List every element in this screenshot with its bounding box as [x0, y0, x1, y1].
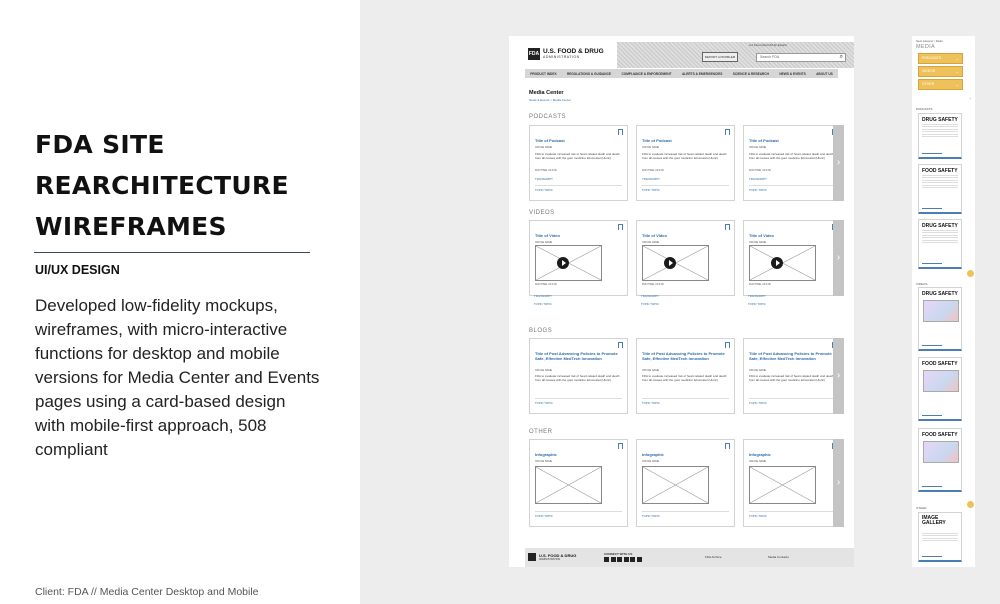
load-more-icon[interactable]: [967, 501, 974, 508]
bookmark-icon[interactable]: [618, 342, 623, 348]
podcasts-filter-button[interactable]: [918, 53, 963, 64]
nav-item[interactable]: REGULATIONS & GUIDANCE: [567, 71, 612, 76]
card-title[interactable]: Title of Podcast: [749, 138, 779, 143]
image-placeholder[interactable]: [535, 466, 602, 504]
chevron-down-icon: ⌄: [955, 82, 959, 87]
card-topics[interactable]: TOPIC TOPIC: [749, 401, 767, 405]
card-topics[interactable]: TOPIC TOPIC: [748, 302, 766, 306]
card-link[interactable]: [922, 345, 942, 346]
fda-footer-logo-icon[interactable]: [528, 553, 536, 561]
blog-card[interactable]: [636, 338, 735, 414]
card-title: FOOD SAFETY: [922, 432, 958, 438]
chevron-down-icon: ⌄: [955, 69, 959, 74]
bookmark-icon[interactable]: [725, 342, 730, 348]
card-text-lines: [922, 533, 958, 543]
card-office: OFFICE NAME: [749, 460, 767, 463]
card-title[interactable]: Infographic: [642, 452, 664, 457]
card-text-lines: [922, 124, 958, 138]
mobile-video-card[interactable]: [918, 428, 962, 492]
nav-item[interactable]: SCIENCE & RESEARCH: [732, 71, 769, 76]
transcript-link[interactable]: TRANSCRIPT: [534, 294, 552, 298]
blog-card[interactable]: [743, 338, 842, 414]
card-runtime: RUN TIME: 00:0:00: [642, 169, 664, 172]
card-title[interactable]: Infographic: [535, 452, 557, 457]
site-footer: [525, 548, 854, 567]
card-divider: [535, 185, 622, 186]
podcasts-carousel: [529, 125, 844, 203]
card-link[interactable]: [922, 415, 942, 416]
bookmark-icon[interactable]: [618, 129, 623, 135]
transcript-link[interactable]: TRANSCRIPT: [749, 177, 767, 181]
fda-logo-icon[interactable]: FDA: [528, 48, 540, 60]
logo-title[interactable]: U.S. FOOD & DRUG: [543, 48, 604, 55]
footer-logo-title: U.S. FOOD & DRUG: [539, 553, 577, 558]
card-link[interactable]: [922, 556, 942, 557]
card-title[interactable]: Title of Post Advancing Policies to Promote Safe, Effective MedTech Innovation: [535, 351, 618, 361]
card-office: OFFICE NAME: [642, 241, 660, 244]
blogs-carousel: [529, 338, 844, 416]
desktop-wireframe: [509, 36, 854, 567]
load-more-icon[interactable]: [967, 270, 974, 277]
nav-item[interactable]: ABOUT US: [816, 71, 833, 76]
mobile-section-label: VIDEOS: [916, 282, 928, 286]
footer-logo-subtitle: ADMINISTRATION: [539, 558, 561, 561]
card-title[interactable]: Title of Video: [749, 233, 774, 238]
carousel-next-arrow-icon[interactable]: ›: [833, 220, 844, 296]
carousel-next-arrow-icon[interactable]: ›: [833, 338, 844, 414]
card-runtime: RUN TIME: 00:0:00: [749, 283, 771, 286]
card-topics[interactable]: TOPIC TOPIC: [534, 302, 552, 306]
card-description: FDA to evaluate increased risk of heart-related death and death from all causes with the gout medicine febuxostat (Uloric): [642, 374, 727, 382]
card-text-lines: [922, 175, 958, 189]
card-office: OFFICE NAME: [749, 369, 767, 372]
card-title[interactable]: Title of Video: [535, 233, 560, 238]
mobile-breadcrumb[interactable]: News & Events > Media: [916, 40, 943, 43]
other-carousel: [529, 439, 844, 529]
card-runtime: RUN TIME: 00:0:00: [535, 283, 557, 286]
card-office: OFFICE NAME: [749, 241, 767, 244]
play-icon[interactable]: [557, 257, 569, 269]
card-divider: [749, 398, 836, 399]
card-topics[interactable]: TOPIC TOPIC: [642, 401, 660, 405]
card-divider: [642, 185, 729, 186]
podcast-card[interactable]: [743, 125, 842, 201]
card-description: FDA to evaluate increased risk of heart-related death and death from all causes with the gout medicine febuxostat (Uloric): [749, 152, 834, 160]
mobile-page-title: MEDIA: [916, 44, 935, 50]
twitter-icon[interactable]: [611, 557, 616, 562]
card-office: OFFICE NAME: [535, 460, 553, 463]
card-title: FOOD SAFETY: [922, 361, 958, 367]
section-heading-blogs: BLOGS: [529, 328, 553, 334]
button-label: VIDEOS: [922, 69, 936, 73]
mobile-video-card[interactable]: [918, 287, 962, 351]
card-divider: [749, 185, 836, 186]
bookmark-icon[interactable]: [725, 443, 730, 449]
bookmark-icon[interactable]: [618, 443, 623, 449]
card-office: OFFICE NAME: [749, 146, 767, 149]
card-divider: [642, 398, 729, 399]
podcast-card[interactable]: [636, 125, 735, 201]
expand-icon[interactable]: +: [969, 96, 972, 101]
card-title: FOOD SAFETY: [922, 168, 958, 174]
section-heading-other: OTHER: [529, 429, 553, 435]
infographic-card[interactable]: [636, 439, 735, 527]
video-thumbnail[interactable]: [923, 441, 959, 463]
nav-item[interactable]: NEWS & EVENTS: [779, 71, 806, 76]
youtube-icon[interactable]: [617, 557, 622, 562]
card-office: OFFICE NAME: [642, 369, 660, 372]
card-topics[interactable]: TOPIC TOPIC: [749, 514, 767, 518]
card-topics[interactable]: TOPIC TOPIC: [642, 514, 660, 518]
chevron-down-icon: ⌄: [955, 56, 959, 61]
card-topics[interactable]: TOPIC TOPIC: [535, 401, 553, 405]
mobile-podcast-card[interactable]: [918, 164, 962, 214]
search-icon[interactable]: ⌕: [839, 54, 843, 60]
card-title[interactable]: Title of Post Advancing Policies to Promote Safe, Effective MedTech Innovation: [749, 351, 832, 361]
search-placeholder: Search FDA: [760, 55, 780, 59]
section-heading-podcasts: PODCASTS: [529, 114, 567, 120]
button-label: PODCASTS: [922, 56, 942, 60]
card-runtime: RUN TIME: 00:0:00: [535, 169, 557, 172]
transcript-link[interactable]: TRANSCRIPT: [535, 177, 553, 181]
carousel-next-arrow-icon[interactable]: ›: [833, 439, 844, 527]
card-title[interactable]: Title of Podcast: [535, 138, 565, 143]
case-study-description: Developed low-fidelity mockups, wireframes, with micro-interactive functions for desktop and mobile versions for Media Center and Events pages using a card-based design with mobile-first approach, 508 compliant: [35, 296, 320, 459]
play-icon[interactable]: [771, 257, 783, 269]
card-topics[interactable]: TOPIC TOPIC: [535, 514, 553, 518]
bookmark-icon[interactable]: [725, 224, 730, 230]
mobile-section-label: PODCASTS: [916, 107, 933, 111]
divider: [34, 252, 310, 253]
card-description: FDA to evaluate increased risk of heart-related death and death from all causes with the gout medicine febuxostat (Uloric): [535, 374, 620, 382]
mobile-podcast-card[interactable]: [918, 113, 962, 159]
card-title[interactable]: Title of Video: [642, 233, 667, 238]
image-placeholder[interactable]: [642, 466, 709, 504]
title-line: REARCHITECTURE: [35, 171, 289, 200]
mobile-wireframe: [912, 36, 975, 567]
logo-subtitle: ADMINISTRATION: [543, 55, 580, 59]
transcript-link[interactable]: TRANSCRIPT: [642, 177, 660, 181]
rss-icon[interactable]: [637, 557, 642, 562]
card-link[interactable]: [922, 486, 942, 487]
connect-heading: CONNECT WITH US: [604, 552, 633, 556]
title-line: FDA SITE: [35, 130, 165, 159]
card-runtime: RUN TIME: 00:0:00: [642, 283, 664, 286]
card-office: OFFICE NAME: [642, 460, 660, 463]
report-problem-button[interactable]: REPORT A PROBLEM: [702, 52, 738, 62]
card-link[interactable]: [922, 208, 942, 209]
card-topics[interactable]: TOPIC TOPIC: [641, 302, 659, 306]
card-title: IMAGE GALLERY: [922, 515, 946, 526]
blog-card[interactable]: [529, 338, 628, 414]
video-card[interactable]: [743, 220, 842, 296]
card-topics[interactable]: TOPIC TOPIC: [535, 188, 553, 192]
card-description: FDA to evaluate increased risk of heart-related death and death from all causes with the gout medicine febuxostat (Uloric): [749, 374, 834, 382]
play-icon[interactable]: [664, 257, 676, 269]
card-link[interactable]: [922, 263, 942, 264]
image-placeholder[interactable]: [749, 466, 816, 504]
card-topics[interactable]: TOPIC TOPIC: [642, 188, 660, 192]
card-divider: [642, 511, 729, 512]
card-description: FDA to evaluate increased risk of heart-related death and death from all causes with the gout medicine febuxostat (Uloric): [535, 152, 620, 160]
card-link[interactable]: [922, 153, 942, 154]
bookmark-icon[interactable]: [618, 224, 623, 230]
site-header: [509, 36, 854, 68]
transcript-link[interactable]: TRANSCRIPT: [748, 294, 766, 298]
card-runtime: RUN TIME: 00:0:00: [749, 169, 771, 172]
client-caption: Client: FDA // Media Center Desktop and Mobile: [35, 586, 259, 598]
card-topics[interactable]: TOPIC TOPIC: [749, 188, 767, 192]
nav-item[interactable]: PRODUCT INDEX: [530, 71, 557, 76]
mobile-video-card[interactable]: [918, 357, 962, 421]
nav-item[interactable]: ALERTS & EMERGENCIES: [681, 71, 723, 76]
footer-link[interactable]: FDA Archive: [705, 555, 722, 559]
mobile-section-label: OTHER: [916, 506, 927, 510]
mobile-other-card[interactable]: [918, 512, 962, 562]
videos-filter-button[interactable]: [918, 66, 963, 77]
podcast-card[interactable]: [529, 125, 628, 201]
facebook-icon[interactable]: [604, 557, 609, 562]
carousel-next-arrow-icon[interactable]: ›: [833, 125, 844, 201]
card-divider: [535, 511, 622, 512]
card-office: OFFICE NAME: [535, 146, 553, 149]
main-nav: [525, 69, 838, 78]
card-divider: [749, 511, 836, 512]
case-study-subhead: UI/UX DESIGN: [35, 263, 120, 277]
video-card-topics-row: [534, 302, 834, 308]
other-filter-button[interactable]: [918, 79, 963, 90]
card-title: DRUG SAFETY: [922, 291, 958, 297]
utility-links[interactable]: A-Z Index Follow FDA En Español: [749, 44, 787, 47]
page-title: Media Center: [529, 90, 564, 96]
case-study-info-panel: [0, 0, 360, 604]
transcript-link[interactable]: TRANSCRIPT: [641, 294, 659, 298]
search-input[interactable]: [756, 53, 846, 62]
flickr-icon[interactable]: [630, 557, 635, 562]
card-title: DRUG SAFETY: [922, 117, 958, 123]
videos-carousel: [529, 220, 844, 298]
nav-item[interactable]: COMPLIANCE & ENFORCEMENT: [621, 71, 672, 76]
card-divider: [535, 398, 622, 399]
mobile-podcast-card[interactable]: [918, 219, 962, 269]
title-line: WIREFRAMES: [35, 212, 227, 241]
linkedin-icon[interactable]: [624, 557, 629, 562]
breadcrumb[interactable]: News & Events > Media Center: [529, 98, 571, 102]
card-title[interactable]: Infographic: [749, 452, 771, 457]
card-text-lines: [922, 230, 958, 244]
button-label: OTHER: [922, 82, 935, 86]
footer-link[interactable]: Media Contacts: [768, 555, 789, 559]
video-thumbnail[interactable]: [923, 370, 959, 392]
card-description: FDA to evaluate increased risk of heart-related death and death from all causes with the gout medicine febuxostat (Uloric): [642, 152, 727, 160]
card-title[interactable]: Title of Podcast: [642, 138, 672, 143]
card-title[interactable]: Title of Post Advancing Policies to Promote Safe, Effective MedTech Innovation: [642, 351, 725, 361]
card-office: OFFICE NAME: [535, 369, 553, 372]
video-card-meta-row: [534, 294, 834, 300]
card-title: DRUG SAFETY: [922, 223, 958, 229]
card-office: OFFICE NAME: [535, 241, 553, 244]
video-thumbnail[interactable]: [923, 300, 959, 322]
section-heading-videos: VIDEOS: [529, 210, 555, 216]
bookmark-icon[interactable]: [725, 129, 730, 135]
infographic-card[interactable]: [529, 439, 628, 527]
case-study-title: [35, 124, 335, 247]
infographic-card[interactable]: [743, 439, 842, 527]
card-office: OFFICE NAME: [642, 146, 660, 149]
video-card[interactable]: [529, 220, 628, 296]
video-card[interactable]: [636, 220, 735, 296]
social-icons: [604, 557, 642, 562]
